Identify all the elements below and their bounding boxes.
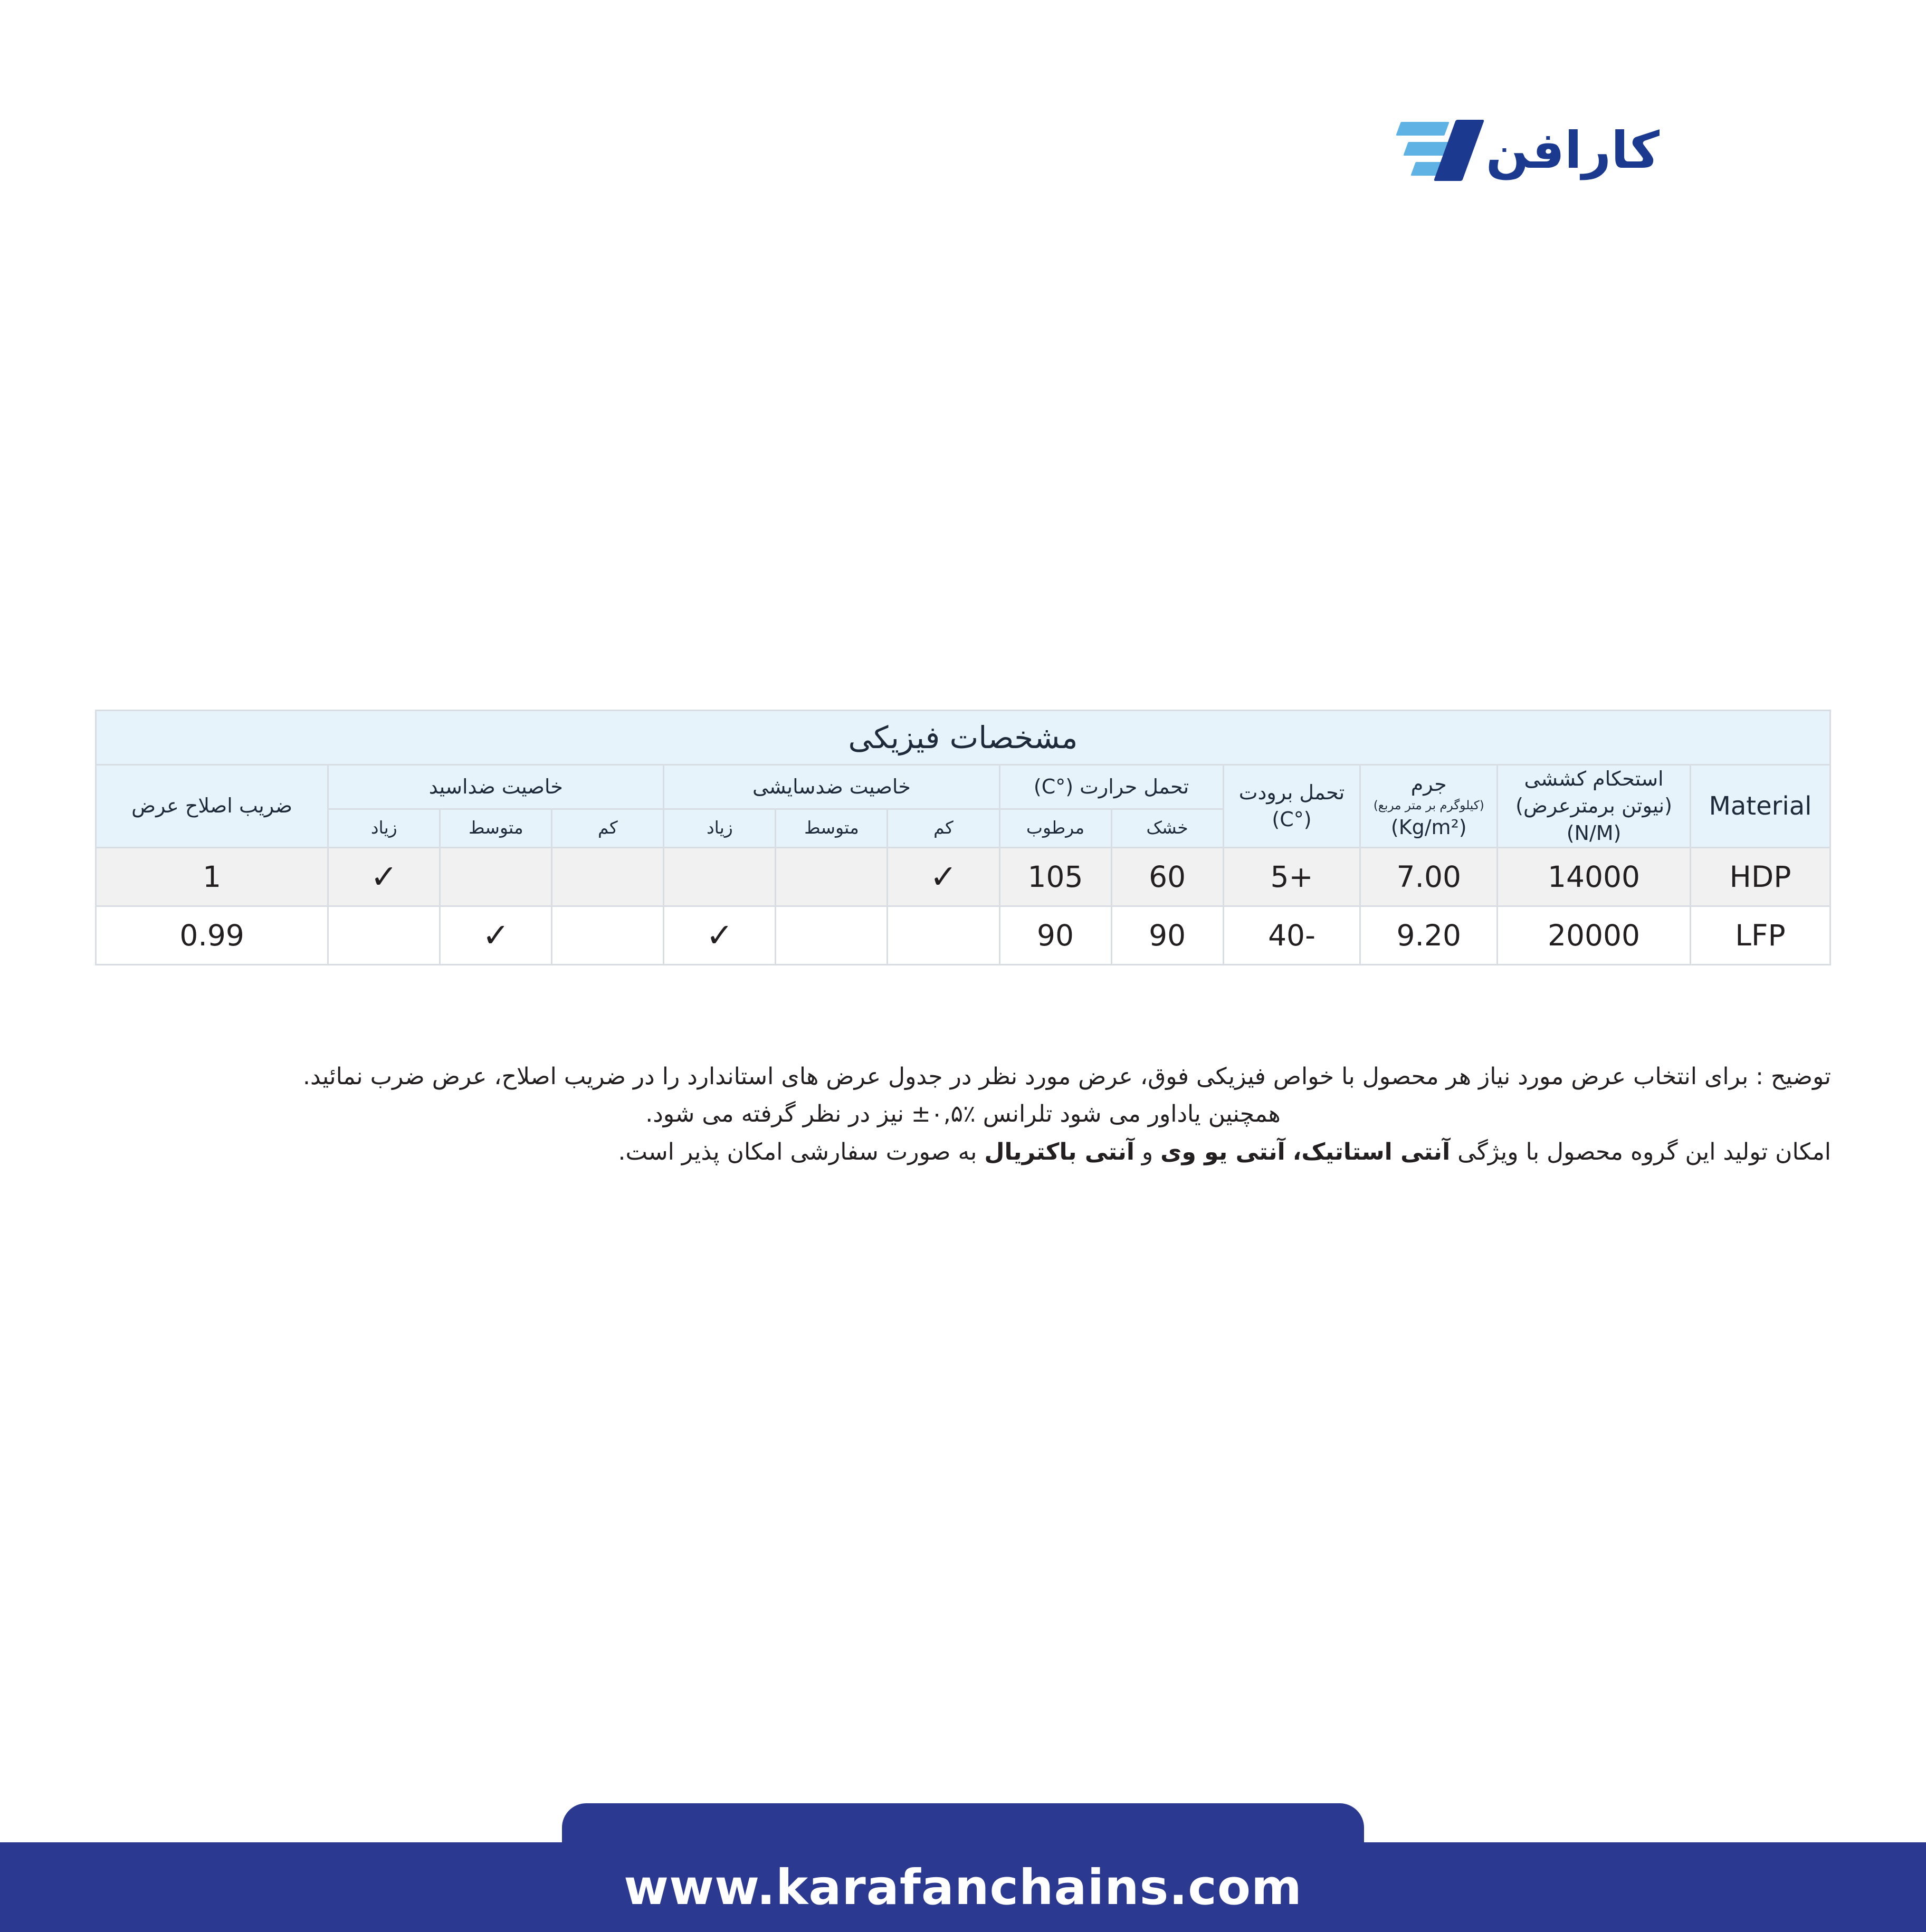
note-line-2: همچنین یاداور می شود تلرانس ٪۵‚۰± نیز در نظر گرفته می شود. bbox=[645, 1101, 1281, 1128]
cell-abrasion-low bbox=[888, 906, 999, 964]
note-line-3-post: به صورت سفارشی امکان پذیر است. bbox=[618, 1138, 985, 1165]
table-title-row bbox=[96, 711, 1830, 765]
note-line-1: توضیح : برای انتخاب عرض مورد نیاز هر محصول با خواص فیزیکی فوق، عرض مورد نظر در جدول عرض های استاندارد را در ضریب اصلاح، عرض ضرب نمائید. bbox=[302, 1063, 1831, 1090]
header-width-correction-factor: ضریب اصلاح عرض bbox=[96, 765, 328, 848]
table-row bbox=[96, 847, 1830, 906]
header-acid-high: زیاد bbox=[328, 809, 440, 847]
header-tensile-strength bbox=[1498, 765, 1691, 848]
header-cold-line2: (°C) bbox=[1272, 807, 1312, 831]
brand-name: کارافن bbox=[1485, 121, 1660, 180]
header-tensile-line2: (نیوتن برمترعرض) bbox=[1515, 794, 1672, 818]
cell-tensile: 14000 bbox=[1498, 847, 1691, 906]
header-tensile-line3: (N/M) bbox=[1566, 821, 1622, 845]
cell-acid-high bbox=[328, 906, 440, 964]
cell-tensile: 20000 bbox=[1498, 906, 1691, 964]
physical-specs-table bbox=[95, 710, 1831, 965]
brand-logo bbox=[1398, 119, 1660, 182]
header-mass-line1: جرم bbox=[1410, 772, 1447, 796]
cell-heat-dry: 90 bbox=[1111, 906, 1223, 964]
table-title: مشخصات فیزیکی bbox=[96, 711, 1830, 765]
header-mass-line2: (کیلوگرم بر متر مربع) bbox=[1373, 799, 1484, 813]
note-feature-antibacterial: آنتی باکتریال bbox=[984, 1138, 1134, 1165]
header-abrasion-low: کم bbox=[888, 809, 999, 847]
header-abrasion-mid: متوسط bbox=[776, 809, 888, 847]
cell-acid-mid-check: ✓ bbox=[440, 906, 552, 964]
header-acid-low: کم bbox=[552, 809, 664, 847]
notes-block bbox=[95, 1058, 1831, 1171]
table-row bbox=[96, 906, 1830, 964]
table-header-row-1 bbox=[96, 765, 1830, 809]
cell-heat-wet: 105 bbox=[999, 847, 1111, 906]
website-url[interactable]: www.karafanchains.com bbox=[624, 1859, 1302, 1916]
cell-abrasion-high-check: ✓ bbox=[664, 906, 776, 964]
cell-acid-low bbox=[552, 906, 664, 964]
note-feature-antiuv: آنتی یو وی bbox=[1160, 1138, 1285, 1165]
cell-abrasion-high bbox=[664, 847, 776, 906]
cell-acid-mid bbox=[440, 847, 552, 906]
note-line-3-mid2: و bbox=[1134, 1138, 1161, 1165]
note-feature-antistatic: آنتی استاتیک، bbox=[1292, 1138, 1451, 1165]
header-heat-wet: مرطوب bbox=[999, 809, 1111, 847]
header-anti-abrasion: خاصیت ضدسایشی bbox=[664, 765, 999, 809]
header-acid-mid: متوسط bbox=[440, 809, 552, 847]
cell-material: HDP bbox=[1690, 847, 1830, 906]
cell-abrasion-low-check: ✓ bbox=[888, 847, 999, 906]
cell-cold: -40 bbox=[1223, 906, 1360, 964]
header-tensile-line1: استحکام کششی bbox=[1524, 767, 1664, 790]
header-mass bbox=[1360, 765, 1498, 848]
note-line-3 bbox=[95, 1133, 1831, 1171]
cell-acid-high-check: ✓ bbox=[328, 847, 440, 906]
note-line-3-mid1 bbox=[1285, 1139, 1293, 1165]
header-material: Material bbox=[1690, 765, 1830, 848]
cell-material: LFP bbox=[1690, 906, 1830, 964]
header-heat-resistance: تحمل حرارت (°C) bbox=[999, 765, 1223, 809]
cell-heat-dry: 60 bbox=[1111, 847, 1223, 906]
header-cold-resistance bbox=[1223, 765, 1360, 848]
cell-mass: 7.00 bbox=[1360, 847, 1498, 906]
header-cold-line1: تحمل برودت bbox=[1238, 780, 1345, 804]
header-abrasion-high: زیاد bbox=[664, 809, 776, 847]
cell-abrasion-mid bbox=[776, 847, 888, 906]
cell-abrasion-mid bbox=[776, 906, 888, 964]
cell-heat-wet: 90 bbox=[999, 906, 1111, 964]
cell-acid-low bbox=[552, 847, 664, 906]
cell-width-factor: 0.99 bbox=[96, 906, 328, 964]
cell-mass: 9.20 bbox=[1360, 906, 1498, 964]
karafan-logo-icon bbox=[1398, 119, 1472, 182]
footer-tab-shape bbox=[562, 1803, 1364, 1842]
note-line-3-pre: امکان تولید این گروه محصول با ویژگی bbox=[1450, 1138, 1831, 1165]
footer-bar bbox=[0, 1842, 1926, 1932]
cell-cold: +5 bbox=[1223, 847, 1360, 906]
header-anti-acid: خاصیت ضداسید bbox=[328, 765, 664, 809]
header-mass-line3: (Kg/m²) bbox=[1390, 816, 1467, 839]
header-heat-dry: خشک bbox=[1111, 809, 1223, 847]
cell-width-factor: 1 bbox=[96, 847, 328, 906]
